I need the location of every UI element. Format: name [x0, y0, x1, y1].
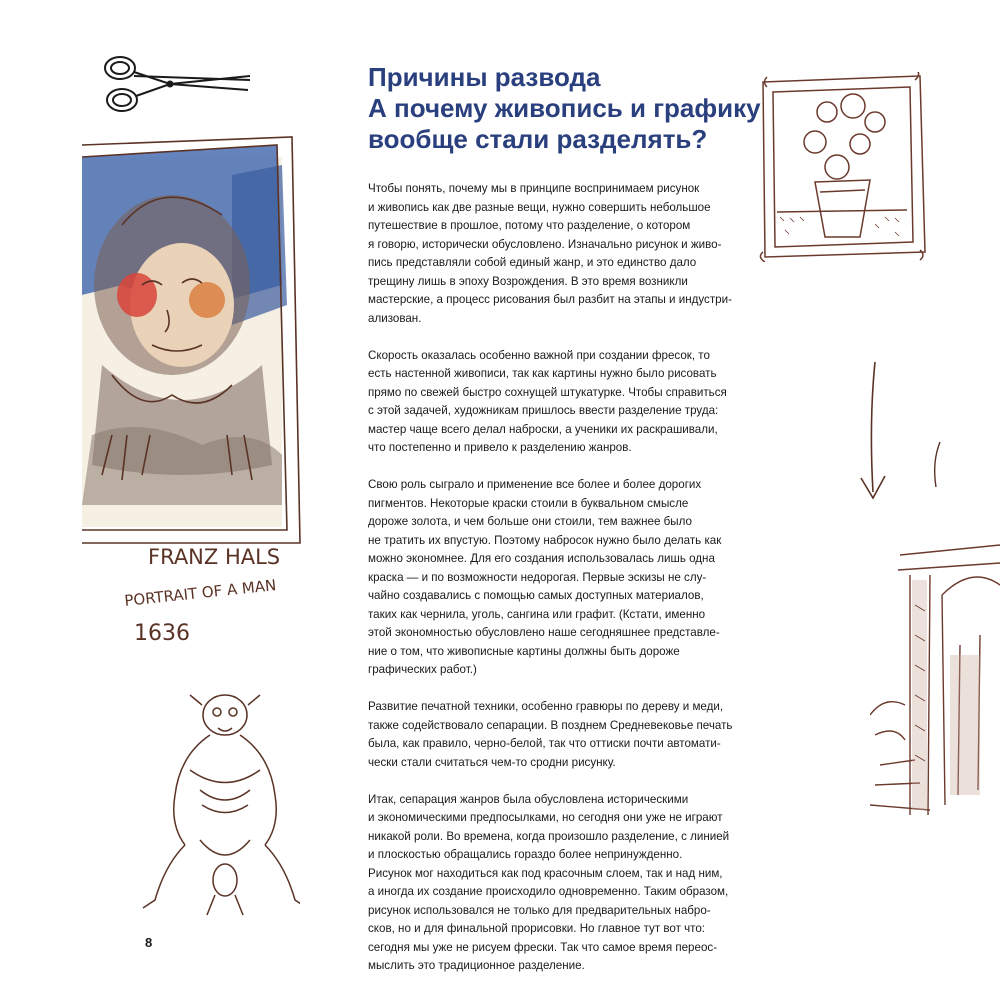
text-line: сегодня мы уже не рисуем фрески. Так что самое время переос- — [368, 940, 718, 954]
page-number: 8 — [145, 935, 153, 950]
text-line: Скорость оказалась особенно важной при создании фресок, то — [368, 348, 710, 362]
caption-artist: FRANZ HALS — [148, 545, 281, 569]
text-line: не тратить их впустую. Поэтому набросок нужно было делать как — [368, 533, 722, 547]
creature-sketch — [130, 680, 300, 930]
text-line: никакой роли. Во времена, когда произошло разделение, с линией — [368, 829, 730, 843]
text-line: мастерские, а процесс рисования был разбит на этапы и индустри- — [368, 293, 732, 306]
chapter-title — [368, 62, 768, 155]
text-line: я говорю, исторически обусловлено. Изначально рисунок и живо- — [368, 237, 722, 251]
text-line: дороже золота, и чем больше они стоили, тем важнее было — [368, 515, 692, 528]
paragraph — [368, 476, 768, 680]
portrait-painting-sketch — [82, 135, 304, 545]
text-line: с этой задачей, художникам пришлось ввести разделение труда: — [368, 404, 719, 417]
caption-title: PORTRAIT OF A MAN — [123, 576, 278, 610]
text-line: рисунок использовался не только для предварительных набро- — [368, 903, 711, 917]
arrow-sketch — [855, 360, 895, 505]
text-line: и плоскостью обращались гораздо более непринужденно. — [368, 848, 683, 861]
text-line: и экономическими предпосылками, но сегодня они уже не играют — [368, 811, 723, 824]
paragraph — [368, 791, 768, 976]
caption-year: 1636 — [134, 621, 190, 646]
painting-caption — [120, 540, 290, 650]
text-line: таких как чернила, уголь, сангина или графит. (Кстати, именно — [368, 607, 706, 621]
text-line: графических работ.) — [368, 663, 477, 676]
text-line: сков, но и для финальной прорисовки. Но главное тут вот что: — [368, 922, 706, 935]
text-line: Чтобы понять, почему мы в принципе воспринимаем рисунок — [368, 182, 700, 195]
paragraph — [368, 347, 768, 458]
text-line: Итак, сепарация жанров была обусловлена историческими — [368, 792, 689, 806]
text-line: чайно создавались с помощью самых доступных материалов, — [368, 589, 704, 602]
text-line: трещину лишь в эпоху Возрождения. В это время возникли — [368, 274, 688, 288]
text-line: Развитие печатной техники, особенно гравюры по дереву и меди, — [368, 700, 724, 713]
title-line-3: вообще стали разделять? — [368, 124, 708, 154]
text-line: пигментов. Некоторые краски стоили в буквальном смысле — [368, 496, 689, 510]
text-line: что постепенно и привело к разделению жанров. — [368, 441, 632, 454]
text-line: пись представляли собой единый жанр, и это единство дало — [368, 256, 697, 269]
text-line: а иногда их создание происходило одновременно. Таким образом, — [368, 885, 729, 898]
text-line: прямо по свежей быстро сохнущей штукатурке. Чтобы справиться — [368, 385, 727, 399]
text-line: была, как правило, черно-белой, так что оттиски почти автомати- — [368, 737, 721, 750]
text-line: есть настенной живописи, так как картины нужно было рисовать — [368, 367, 717, 380]
text-line: мыслить это традиционное разделение. — [368, 959, 585, 972]
text-line: этой экономностью обусловлено наше сегодняшнее представле- — [368, 626, 720, 639]
text-line: краска — и по возможности недорогая. Первые эскизы не слу- — [368, 570, 707, 584]
title-line-2: А почему живопись и графику — [368, 93, 761, 123]
text-line: путешествие в прошлое, потому что разделение, о котором — [368, 219, 691, 232]
paragraph — [368, 180, 768, 328]
text-line: мастер чаще всего делал наброски, а ученики их раскрашивали, — [368, 422, 718, 436]
title-line-1: Причины развода — [368, 62, 601, 92]
body-text — [368, 180, 768, 994]
text-line: Рисунок мог находиться как под красочным слоем, так и над ним, — [368, 866, 723, 880]
still-life-frame-sketch — [755, 72, 930, 262]
text-line: можно экономнее. Для его создания использовалась лишь одна — [368, 552, 715, 565]
text-line: чески стали считаться чем-то сродни рисунку. — [368, 755, 616, 769]
architecture-sketch — [870, 535, 1000, 835]
scissors-icon — [100, 50, 260, 120]
paragraph — [368, 698, 768, 772]
text-line: ние о том, что живописные картины должны быть дороже — [368, 644, 680, 658]
text-line: также содействовало сепарации. В позднем Средневековье печать — [368, 718, 733, 732]
text-line: Свою роль сыграло и применение все более и более дорогих — [368, 478, 702, 491]
text-line: и живопись как две разные вещи, нужно совершить небольшое — [368, 200, 711, 214]
text-line: ализован. — [368, 311, 422, 325]
edge-sketch-mark — [920, 440, 945, 490]
